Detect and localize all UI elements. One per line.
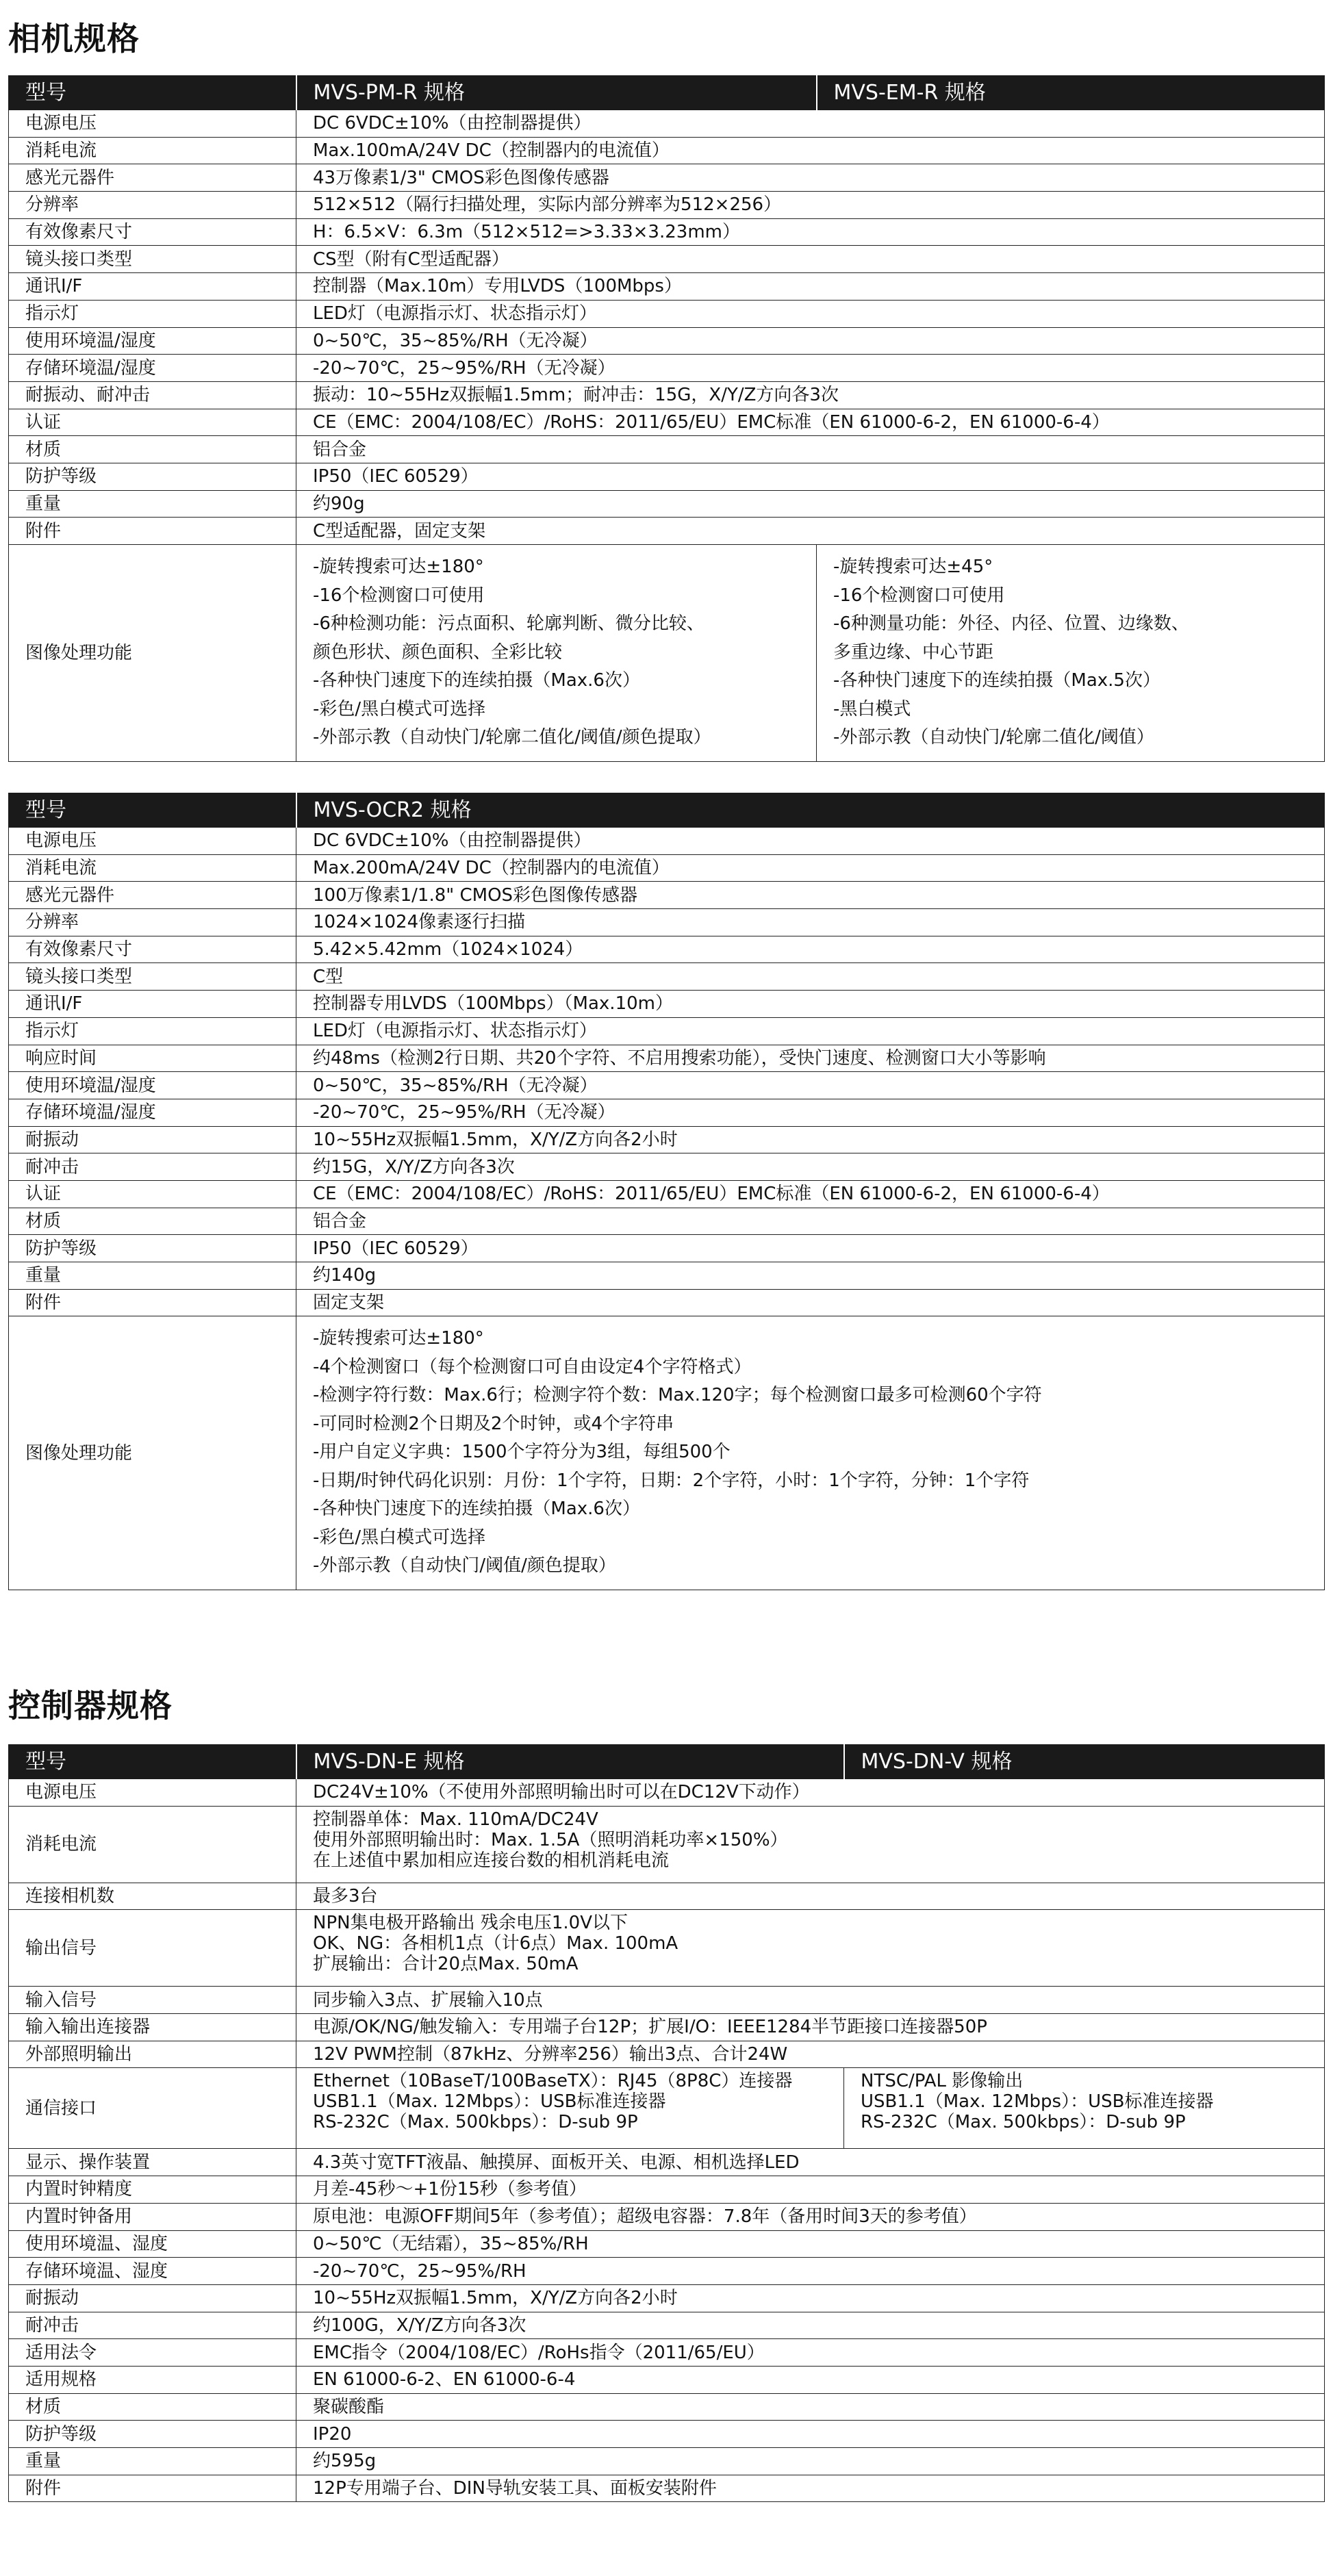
spec-value-cell xyxy=(296,1806,1325,1883)
spec-value-cell: 0~50℃，35~85%/RH（无冷凝） xyxy=(296,1072,1325,1099)
feature-line: -外部示教（自动快门/轮廓二值化/阈值） xyxy=(833,727,1154,748)
spec-value-cell: 铝合金 xyxy=(296,1208,1325,1235)
spec-label-cell: 耐振动、耐冲击 xyxy=(9,381,296,409)
table-row xyxy=(9,2366,1325,2393)
table-row xyxy=(9,2230,1325,2258)
spec-label-cell: 消耗电流 xyxy=(9,1806,296,1883)
spec-label-cell: 存储环境温/湿度 xyxy=(9,355,296,382)
table-row xyxy=(9,218,1325,246)
model-a-header-cell: MVS-DN-E 规格 xyxy=(296,1745,844,1779)
table-row xyxy=(9,381,1325,409)
feature-line: -16个检测窗口可使用 xyxy=(833,585,1005,606)
table-row xyxy=(9,164,1325,192)
table-row xyxy=(9,1017,1325,1045)
model-label-cell: 型号 xyxy=(9,1745,296,1779)
table-row xyxy=(9,2258,1325,2285)
controller-section-title: 控制器规格 xyxy=(8,1687,173,1725)
table-row xyxy=(9,2041,1325,2068)
table-row xyxy=(9,1987,1325,2014)
table-row xyxy=(9,518,1325,545)
spec-label-cell: 显示、操作装置 xyxy=(9,2149,296,2176)
spec-value-cell: 铝合金 xyxy=(296,436,1325,463)
spec-label-cell: 分辨率 xyxy=(9,192,296,219)
camera-spec-table-pm-em xyxy=(8,75,1325,762)
spec-label-cell: 重量 xyxy=(9,2448,296,2475)
table-row xyxy=(9,327,1325,355)
spec-label-cell: 附件 xyxy=(9,518,296,545)
table-row xyxy=(9,2421,1325,2448)
spec-value-cell: 电源/OK/NG/触发输入：专用端子台12P；扩展I/O：IEEE1284半节距接口连接器50P xyxy=(296,2014,1325,2041)
spec-label-cell: 外部照明输出 xyxy=(9,2041,296,2068)
spec-label-cell: 存储环境温、湿度 xyxy=(9,2258,296,2285)
spec-value-cell: 10~55Hz双振幅1.5mm，X/Y/Z方向各2小时 xyxy=(296,1126,1325,1153)
spec-value-cell: -20~70℃，25~95%/RH xyxy=(296,2258,1325,2285)
spec-label-cell: 耐冲击 xyxy=(9,1153,296,1181)
model-b-header-cell: MVS-DN-V 规格 xyxy=(844,1745,1325,1779)
spec-value-cell: DC24V±10%（不使用外部照明输出时可以在DC12V下动作） xyxy=(296,1779,1325,1807)
text-line: 扩展输出：合计20点Max. 50mA xyxy=(313,1954,579,1975)
table-row xyxy=(9,1126,1325,1153)
feature-line: -检测字符行数：Max.6行；检测字符个数：Max.120字；每个检测窗口最多可检测60个字符 xyxy=(313,1385,1042,1406)
spec-label-cell: 电源电压 xyxy=(9,110,296,138)
spec-value-cell: Max.100mA/24V DC（控制器内的电流值） xyxy=(296,137,1325,164)
table-row xyxy=(9,300,1325,327)
feature-line: -16个检测窗口可使用 xyxy=(313,585,485,606)
spec-label-cell: 使用环境温、湿度 xyxy=(9,2230,296,2258)
table-row xyxy=(9,963,1325,991)
spec-value-cell: 43万像素1/3" CMOS彩色图像传感器 xyxy=(296,164,1325,192)
table-row xyxy=(9,2014,1325,2041)
spec-value-cell: IP50（IEC 60529） xyxy=(296,1235,1325,1262)
table-row xyxy=(9,1153,1325,1181)
spec-label-cell: 附件 xyxy=(9,1289,296,1316)
spec-label-cell: 通信接口 xyxy=(9,2068,296,2149)
spec-value-cell-a xyxy=(296,2068,844,2149)
table-row xyxy=(9,936,1325,963)
table-row xyxy=(9,409,1325,436)
spec-label-cell: 图像处理功能 xyxy=(9,545,296,762)
text-line: NPN集电极开路输出 残余电压1.0V以下 xyxy=(313,1913,628,1934)
table-row xyxy=(9,463,1325,490)
feature-line: -可同时检测2个日期及2个时钟，或4个字符串 xyxy=(313,1413,674,1434)
spec-value-cell: EMC指令（2004/108/EC）/RoHs指令（2011/65/EU） xyxy=(296,2339,1325,2367)
table-row xyxy=(9,1099,1325,1126)
table-row xyxy=(9,882,1325,909)
table-row xyxy=(9,2149,1325,2176)
feature-line: -日期/时钟代码化识别：月份：1个字符，日期：2个字符，小时：1个字符，分钟：1个字符 xyxy=(313,1470,1030,1491)
spec-label-cell: 输入信号 xyxy=(9,1987,296,2014)
spec-label-cell: 消耗电流 xyxy=(9,854,296,882)
feature-line: -黑白模式 xyxy=(833,698,911,719)
spec-value-cell: C型 xyxy=(296,963,1325,991)
image-processing-row xyxy=(9,545,1325,762)
camera-spec-table-ocr2 xyxy=(8,793,1325,1590)
spec-label-cell: 防护等级 xyxy=(9,1235,296,1262)
table-row xyxy=(9,828,1325,855)
spec-value-cell: 最多3台 xyxy=(296,1883,1325,1910)
controller-spec-table xyxy=(8,1744,1325,2502)
spec-label-cell: 认证 xyxy=(9,409,296,436)
table-row xyxy=(9,355,1325,382)
feature-line: -外部示教（自动快门/轮廓二值化/阈值/颜色提取） xyxy=(313,727,711,748)
spec-label-cell: 通讯I/F xyxy=(9,273,296,301)
table-row xyxy=(9,246,1325,273)
spec-label-cell: 认证 xyxy=(9,1180,296,1208)
table-row xyxy=(9,2339,1325,2367)
spec-label-cell: 存储环境温/湿度 xyxy=(9,1099,296,1126)
table-row xyxy=(9,2284,1325,2312)
text-line: USB1.1（Max. 12Mbps）：USB标准连接器 xyxy=(861,2091,1214,2113)
spec-label-cell: 适用规格 xyxy=(9,2366,296,2393)
feature-line: 颜色形状、颜色面积、全彩比较 xyxy=(313,641,563,663)
spec-label-cell: 材质 xyxy=(9,1208,296,1235)
spec-value-cell: 约100G，X/Y/Z方向各3次 xyxy=(296,2312,1325,2339)
spec-value-cell: 100万像素1/1.8" CMOS彩色图像传感器 xyxy=(296,882,1325,909)
text-line: NTSC/PAL 影像输出 xyxy=(861,2071,1024,2092)
spec-value-cell: 12V PWM控制（87kHz、分辨率256）输出3点、合计24W xyxy=(296,2041,1325,2068)
table-row xyxy=(9,192,1325,219)
feature-line: -4个检测窗口（每个检测窗口可自由设定4个字符格式） xyxy=(313,1356,752,1377)
table-row xyxy=(9,137,1325,164)
spec-value-cell: C型适配器，固定支架 xyxy=(296,518,1325,545)
spec-label-cell: 分辨率 xyxy=(9,909,296,936)
spec-label-cell: 耐振动 xyxy=(9,2284,296,2312)
spec-value-cell: 12P专用端子台、DIN导轨安装工具、面板安装附件 xyxy=(296,2475,1325,2502)
spec-value-cell: 约595g xyxy=(296,2448,1325,2475)
spec-value-cell: 约15G，X/Y/Z方向各3次 xyxy=(296,1153,1325,1181)
feature-line: -各种快门速度下的连续拍摄（Max.5次） xyxy=(833,670,1160,691)
feature-line: -6种检测功能：污点面积、轮廓判断、微分比较、 xyxy=(313,613,704,634)
spec-label-cell: 耐冲击 xyxy=(9,2312,296,2339)
spec-value-cell: DC 6VDC±10%（由控制器提供） xyxy=(296,110,1325,138)
table-header-row xyxy=(9,76,1325,110)
spec-label-cell: 使用环境温/湿度 xyxy=(9,327,296,355)
text-line: RS-232C（Max. 500kbps）：D-sub 9P xyxy=(861,2112,1186,2133)
text-line: 在上述值中累加相应连接台数的相机消耗电流 xyxy=(313,1850,670,1871)
model-a-header-cell: MVS-PM-R 规格 xyxy=(296,76,817,110)
spec-value-cell: CE（EMC：2004/108/EC）/RoHS：2011/65/EU）EMC标准（EN 61000-6-2，EN 61000-6-4） xyxy=(296,1180,1325,1208)
spec-label-cell: 镜头接口类型 xyxy=(9,246,296,273)
spec-label-cell: 电源电压 xyxy=(9,828,296,855)
spec-value-cell: 控制器专用LVDS（100Mbps）（Max.10m） xyxy=(296,991,1325,1018)
table-row xyxy=(9,1045,1325,1072)
feature-line: -彩色/黑白模式可选择 xyxy=(313,698,486,719)
table-row xyxy=(9,909,1325,936)
image-processing-cell xyxy=(296,545,817,762)
text-line: USB1.1（Max. 12Mbps）：USB标准连接器 xyxy=(313,2091,666,2113)
spec-value-cell: EN 61000-6-2、EN 61000-6-4 xyxy=(296,2366,1325,2393)
table-row xyxy=(9,490,1325,518)
table-row xyxy=(9,1208,1325,1235)
table-row xyxy=(9,1072,1325,1099)
text-line: Ethernet（10BaseT/100BaseTX）：RJ45（8P8C）连接器 xyxy=(313,2071,793,2092)
spec-label-cell: 适用法令 xyxy=(9,2339,296,2367)
table-row xyxy=(9,2312,1325,2339)
image-processing-cell xyxy=(296,1316,1325,1590)
table-row xyxy=(9,1180,1325,1208)
spec-label-cell: 材质 xyxy=(9,2393,296,2421)
table-row xyxy=(9,854,1325,882)
text-line: OK、NG：各相机1点（计6点）Max. 100mA xyxy=(313,1933,678,1954)
model-label-cell: 型号 xyxy=(9,76,296,110)
model-a-header-cell: MVS-OCR2 规格 xyxy=(296,793,1325,828)
spec-label-cell: 输入输出连接器 xyxy=(9,2014,296,2041)
spec-label-cell: 指示灯 xyxy=(9,300,296,327)
table-row xyxy=(9,1910,1325,1987)
spec-label-cell: 使用环境温/湿度 xyxy=(9,1072,296,1099)
spec-label-cell: 图像处理功能 xyxy=(9,1316,296,1590)
spec-value-cell: 0~50℃，35~85%/RH（无冷凝） xyxy=(296,327,1325,355)
spec-value-cell: 约90g xyxy=(296,490,1325,518)
spec-label-cell: 连接相机数 xyxy=(9,1883,296,1910)
spec-value-cell: 0~50℃（无结霜），35~85%/RH xyxy=(296,2230,1325,2258)
spec-value-cell: 控制器（Max.10m）专用LVDS（100Mbps） xyxy=(296,273,1325,301)
spec-value-cell: IP50（IEC 60529） xyxy=(296,463,1325,490)
table-header-row xyxy=(9,793,1325,828)
table-row xyxy=(9,2448,1325,2475)
spec-value-cell: IP20 xyxy=(296,2421,1325,2448)
spec-label-cell: 耐振动 xyxy=(9,1126,296,1153)
spec-label-cell: 响应时间 xyxy=(9,1045,296,1072)
table-row xyxy=(9,2475,1325,2502)
table-header-row xyxy=(9,1745,1325,1779)
spec-value-cell: H：6.5×V：6.3m（512×512=>3.33×3.23mm） xyxy=(296,218,1325,246)
table-row xyxy=(9,110,1325,138)
spec-value-cell: 同步输入3点、扩展输入10点 xyxy=(296,1987,1325,2014)
spec-value-cell: -20~70℃，25~95%/RH（无冷凝） xyxy=(296,1099,1325,1126)
feature-line: -彩色/黑白模式可选择 xyxy=(313,1527,486,1548)
table-row xyxy=(9,2393,1325,2421)
spec-value-cell: 1024×1024像素逐行扫描 xyxy=(296,909,1325,936)
spec-value-cell: LED灯（电源指示灯、状态指示灯） xyxy=(296,1017,1325,1045)
feature-line: -旋转搜索可达±180° xyxy=(313,557,484,577)
table-row xyxy=(9,1262,1325,1290)
feature-line: -各种快门速度下的连续拍摄（Max.6次） xyxy=(313,1499,640,1520)
model-label-cell: 型号 xyxy=(9,793,296,828)
spec-label-cell: 输出信号 xyxy=(9,1910,296,1987)
spec-value-cell: 5.42×5.42mm（1024×1024） xyxy=(296,936,1325,963)
feature-line: -用户自定义字典：1500个字符分为3组，每组500个 xyxy=(313,1442,731,1463)
spec-label-cell: 防护等级 xyxy=(9,2421,296,2448)
spec-value-cell: 512×512（隔行扫描处理，实际内部分辨率为512×256） xyxy=(296,192,1325,219)
feature-line: -旋转搜索可达±45° xyxy=(833,557,993,577)
spec-value-cell: 固定支架 xyxy=(296,1289,1325,1316)
spec-value-cell-b xyxy=(844,2068,1325,2149)
text-line: 控制器单体：Max. 110mA/DC24V xyxy=(313,1809,598,1830)
text-line: RS-232C（Max. 500kbps）：D-sub 9P xyxy=(313,2112,638,2133)
spec-value-cell: 约48ms（检测2行日期、共20个字符、不启用搜索功能），受快门速度、检测窗口大小等影响 xyxy=(296,1045,1325,1072)
spec-value-cell: 原电池：电源OFF期间5年（参考值）；超级电容器：7.8年（备用时间3天的参考值） xyxy=(296,2203,1325,2230)
model-b-header-cell: MVS-EM-R 规格 xyxy=(817,76,1325,110)
table-row xyxy=(9,1289,1325,1316)
spec-label-cell: 有效像素尺寸 xyxy=(9,936,296,963)
spec-value-cell xyxy=(296,1910,1325,1987)
table-row xyxy=(9,2203,1325,2230)
text-line: 使用外部照明输出时：Max. 1.5A（照明消耗功率×150%） xyxy=(313,1829,788,1850)
spec-value-cell: 振动：10~55Hz双振幅1.5mm；耐冲击：15G，X/Y/Z方向各3次 xyxy=(296,381,1325,409)
spec-label-cell: 内置时钟备用 xyxy=(9,2203,296,2230)
spec-label-cell: 有效像素尺寸 xyxy=(9,218,296,246)
spec-value-cell: CE（EMC：2004/108/EC）/RoHS：2011/65/EU）EMC标准（EN 61000-6-2，EN 61000-6-4） xyxy=(296,409,1325,436)
feature-line: -各种快门速度下的连续拍摄（Max.6次） xyxy=(313,670,640,691)
spec-label-cell: 附件 xyxy=(9,2475,296,2502)
spec-value-cell: Max.200mA/24V DC（控制器内的电流值） xyxy=(296,854,1325,882)
spec-label-cell: 消耗电流 xyxy=(9,137,296,164)
table-row xyxy=(9,436,1325,463)
table-row xyxy=(9,1883,1325,1910)
spec-value-cell: 聚碳酸酯 xyxy=(296,2393,1325,2421)
spec-value-cell: 10~55Hz双振幅1.5mm，X/Y/Z方向各2小时 xyxy=(296,2284,1325,2312)
spec-label-cell: 指示灯 xyxy=(9,1017,296,1045)
spec-label-cell: 电源电压 xyxy=(9,1779,296,1807)
spec-value-cell: -20~70℃，25~95%/RH（无冷凝） xyxy=(296,355,1325,382)
spec-label-cell: 材质 xyxy=(9,436,296,463)
spec-value-cell: 约140g xyxy=(296,1262,1325,1290)
spec-value-cell: LED灯（电源指示灯、状态指示灯） xyxy=(296,300,1325,327)
image-processing-cell xyxy=(817,545,1325,762)
feature-line: -外部示教（自动快门/阈值/颜色提取） xyxy=(313,1555,616,1577)
spec-label-cell: 通讯I/F xyxy=(9,991,296,1018)
spec-value-cell: DC 6VDC±10%（由控制器提供） xyxy=(296,828,1325,855)
feature-line: -6种测量功能：外径、内径、位置、边缘数、 xyxy=(833,613,1189,634)
spec-value-cell: 月差-45秒～+1份15秒（参考值） xyxy=(296,2176,1325,2204)
table-row xyxy=(9,2068,1325,2149)
spec-label-cell: 感光元器件 xyxy=(9,164,296,192)
spec-label-cell: 重量 xyxy=(9,490,296,518)
image-processing-row xyxy=(9,1316,1325,1590)
spec-label-cell: 镜头接口类型 xyxy=(9,963,296,991)
feature-line: -旋转搜索可达±180° xyxy=(313,1328,484,1349)
spec-value-cell: CS型（附有C型适配器） xyxy=(296,246,1325,273)
table-row xyxy=(9,2176,1325,2204)
table-row xyxy=(9,1779,1325,1807)
table-row xyxy=(9,991,1325,1018)
spec-label-cell: 防护等级 xyxy=(9,463,296,490)
table-row xyxy=(9,1806,1325,1883)
camera-section-title: 相机规格 xyxy=(8,21,140,58)
table-row xyxy=(9,1235,1325,1262)
feature-line: 多重边缘、中心节距 xyxy=(833,641,994,663)
spec-label-cell: 重量 xyxy=(9,1262,296,1290)
spec-value-cell: 4.3英寸宽TFT液晶、触摸屏、面板开关、电源、相机选择LED xyxy=(296,2149,1325,2176)
spec-label-cell: 感光元器件 xyxy=(9,882,296,909)
table-row xyxy=(9,273,1325,301)
spec-label-cell: 内置时钟精度 xyxy=(9,2176,296,2204)
